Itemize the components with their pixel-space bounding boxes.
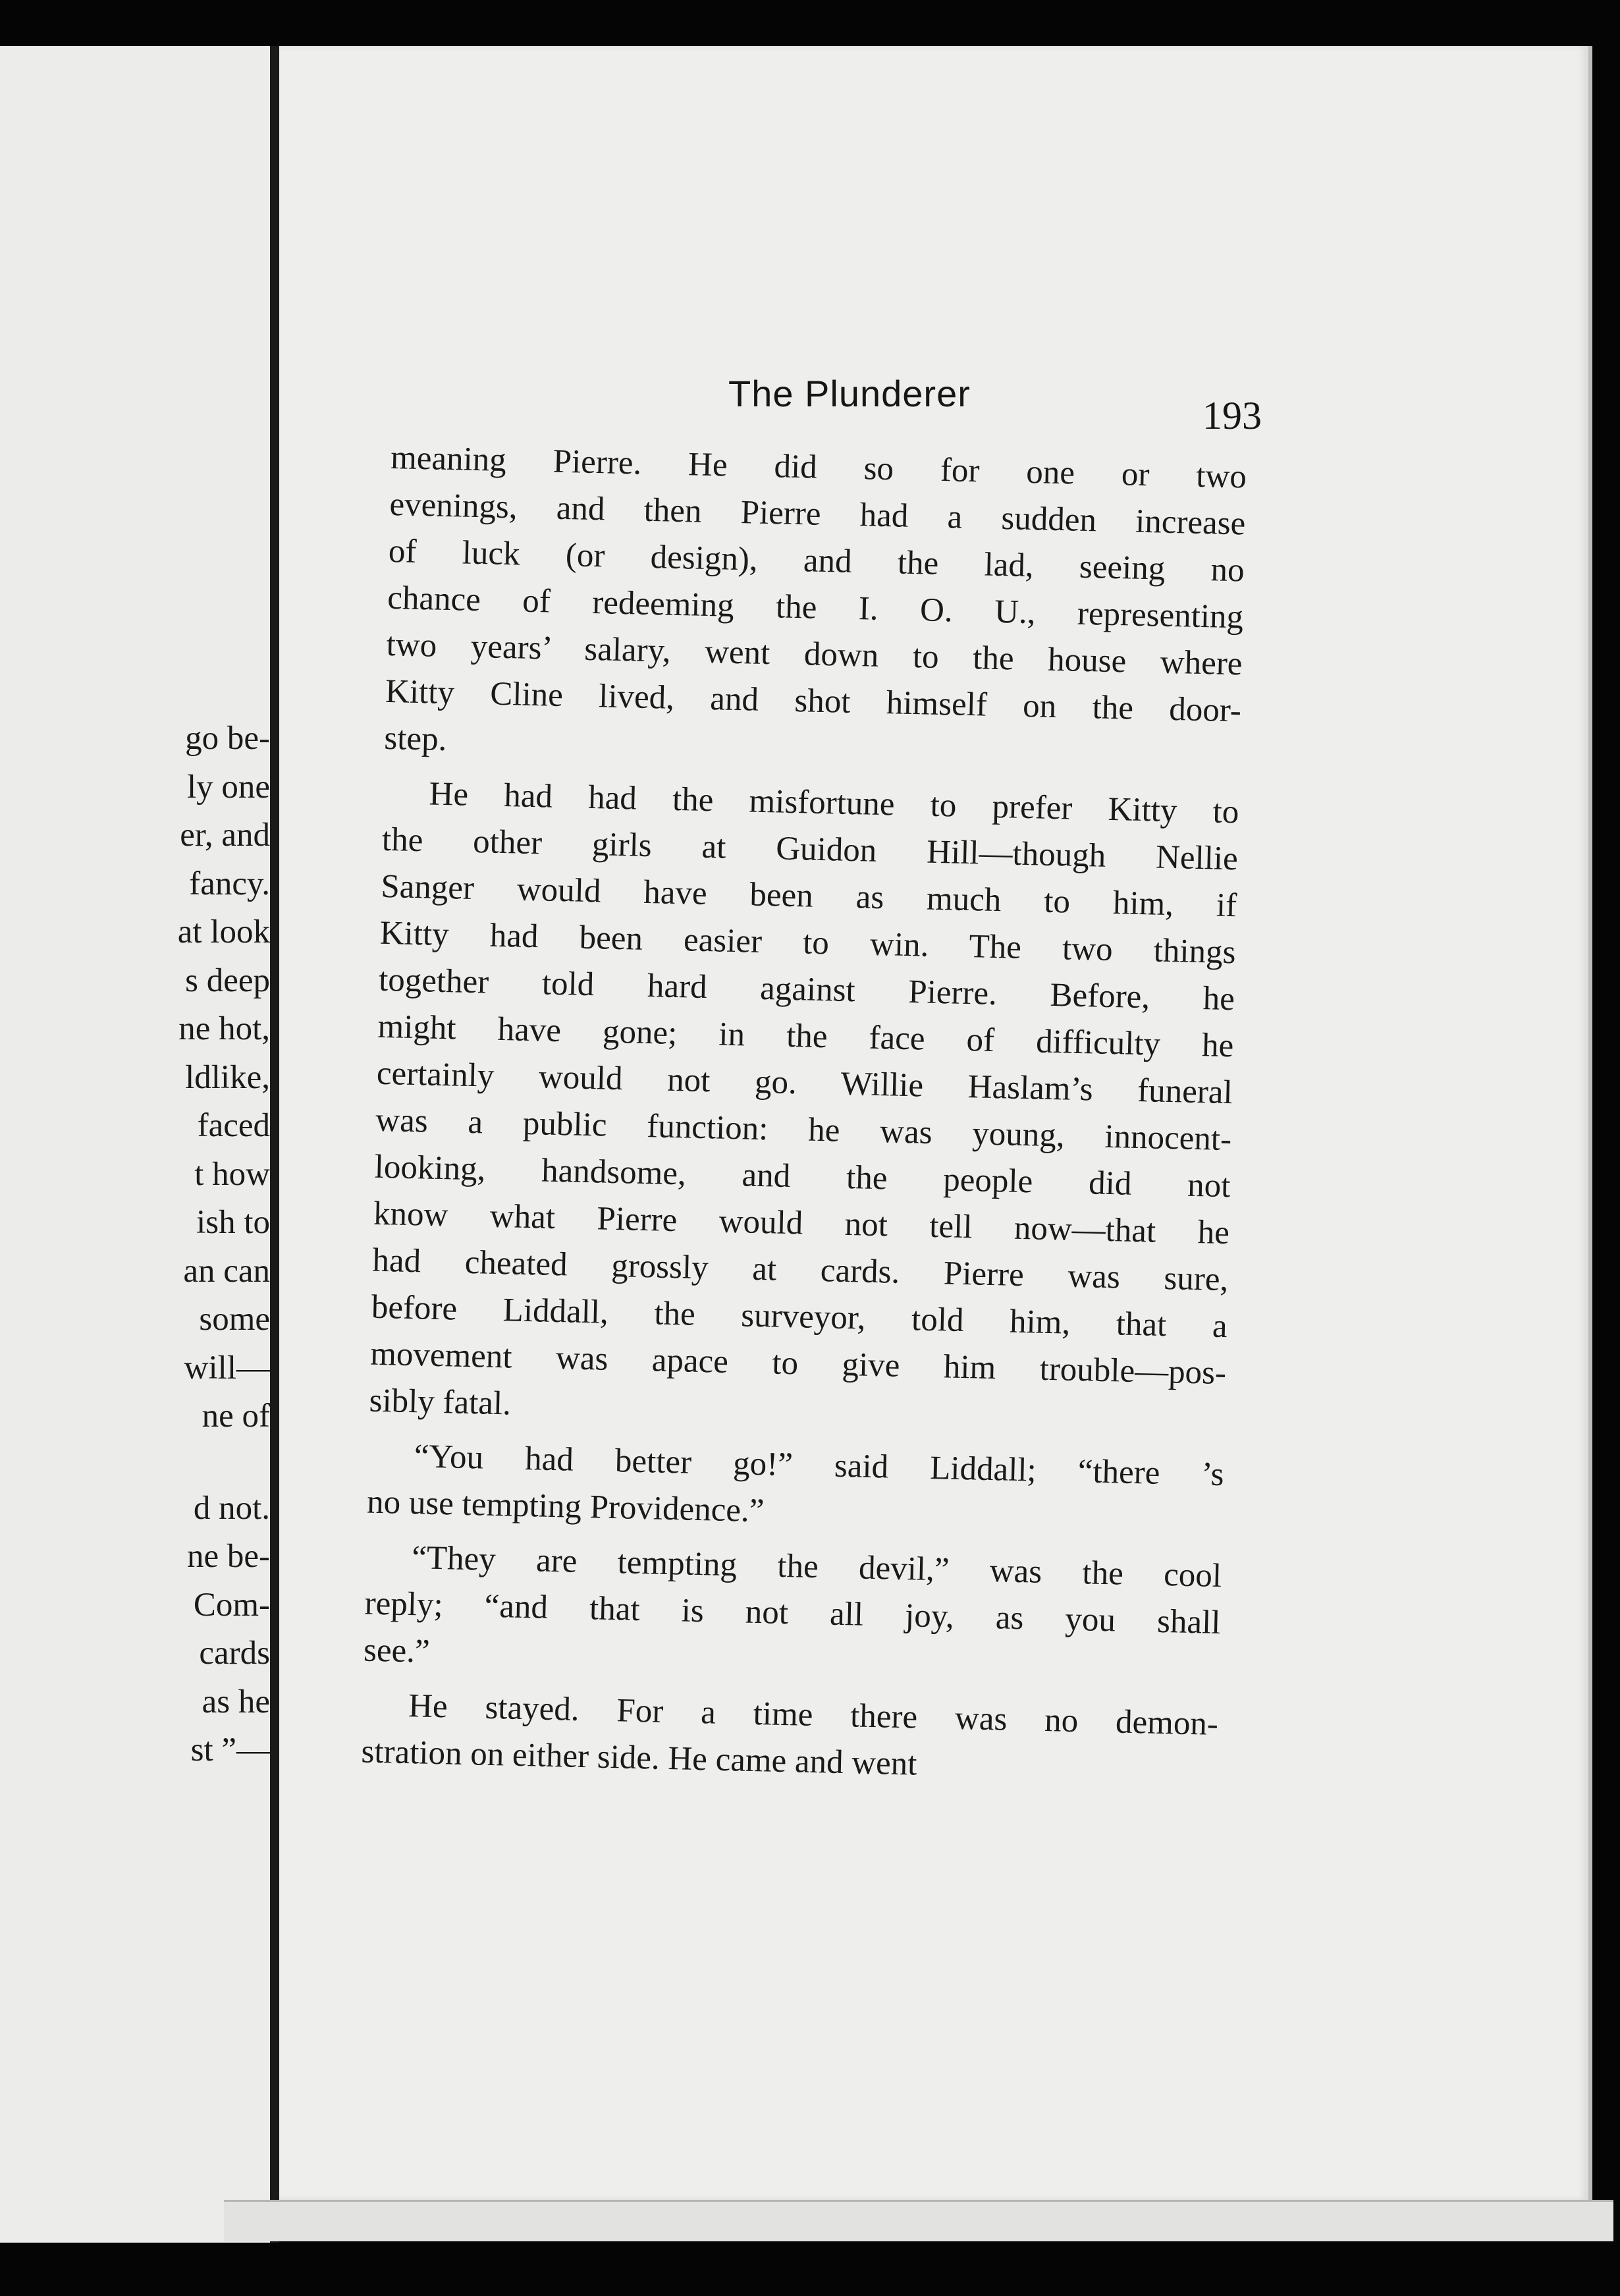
text-line: before Liddall, the surveyor, told him, that a [371,1288,1228,1346]
left-page-line: t how [194,1155,270,1193]
left-page-line: ly one [186,768,270,806]
left-page-line: ldlike, [185,1058,270,1096]
text-line: know what Pierre would not tell now—that he [373,1195,1230,1252]
left-page-line: d not. [193,1489,270,1527]
left-page-line: cards [199,1635,270,1672]
left-page-line: some [199,1301,270,1338]
text-line: certainly would not go. Willie Haslam’s funeral [376,1054,1233,1112]
page-bottom-edge [224,2200,1613,2241]
text-line: two years’ salary, went down to the house where [386,626,1243,683]
left-page-line: an can [183,1252,270,1290]
paragraph [363,1534,1222,1693]
text-line: sibly fatal. [369,1382,512,1423]
paragraph [361,1682,1219,1795]
text-line: the other girls at Guidon Hill—though Nellie [381,821,1239,878]
book-gutter [270,46,279,2243]
text-line: see.” [363,1631,431,1670]
text-line: stration on either side. He came and went [360,1733,918,1783]
page-number: 193 [1202,394,1262,437]
left-page [0,46,270,2243]
left-page-line: go be- [185,720,270,757]
left-page-line: faced [197,1107,270,1144]
left-page-line: st ”— [190,1732,270,1768]
text-line: meaning Pierre. He did so for one or two [390,439,1247,496]
left-page-line: ish to [196,1204,270,1241]
left-page-line: fancy. [189,865,270,902]
text-line: looking, handsome, and the people did not [374,1148,1231,1205]
page-header [279,372,1588,437]
paragraph [384,435,1247,781]
left-page-line: at look [177,914,270,950]
text-line: movement was apace to give him trouble—pos- [369,1335,1227,1392]
text-line: Kitty had been easier to win. The two things [379,914,1237,971]
paragraph [369,770,1239,1444]
text-line: reply; “and that is not all joy, as you shall [364,1585,1222,1642]
right-page [279,46,1592,2200]
text-line: Sanger would have been as much to him, if [380,867,1237,925]
text-line: chance of redeeming the I. O. U., representing [387,579,1244,636]
text-line: of luck (or design), and the lad, seeing no [388,532,1245,589]
text-line: Kitty Cline lived, and shot himself on the door- [385,672,1242,730]
left-page-text-fragment [0,46,270,2243]
paragraph [366,1433,1224,1545]
text-line: “They are tempting the devil,” was the cool [411,1539,1222,1595]
left-page-line: ne be- [186,1538,270,1575]
text-line: step. [383,719,448,759]
left-page-line: er, and [180,817,270,854]
text-line: He stayed. For a time there was no demon- [408,1687,1219,1743]
text-line: no use tempting Providence.” [366,1483,765,1530]
text-line: had cheated grossly at cards. Pierre was sure, [371,1242,1229,1299]
left-page-line: ne of [202,1398,270,1435]
left-page-line: as he [202,1683,270,1720]
text-line: was a public function: he was young, innocent- [375,1101,1232,1159]
left-page-line: will— [184,1349,270,1386]
text-line: evenings, and then Pierre had a sudden increase [389,485,1246,543]
running-title: The Plunderer [728,373,971,414]
text-line: together told hard against Pierre. Before, he [378,961,1235,1018]
left-page-line: ne hot, [178,1010,270,1047]
body-text [361,435,1247,1795]
text-line: might have gone; in the face of difficulty he [377,1008,1234,1065]
left-page-line: s deep [185,962,270,999]
text-line: “You had better go!” said Liddall; “there ’s [414,1438,1225,1494]
text-line: He had had the misfortune to prefer Kitty to [429,775,1239,831]
left-page-line: Com- [193,1586,270,1624]
